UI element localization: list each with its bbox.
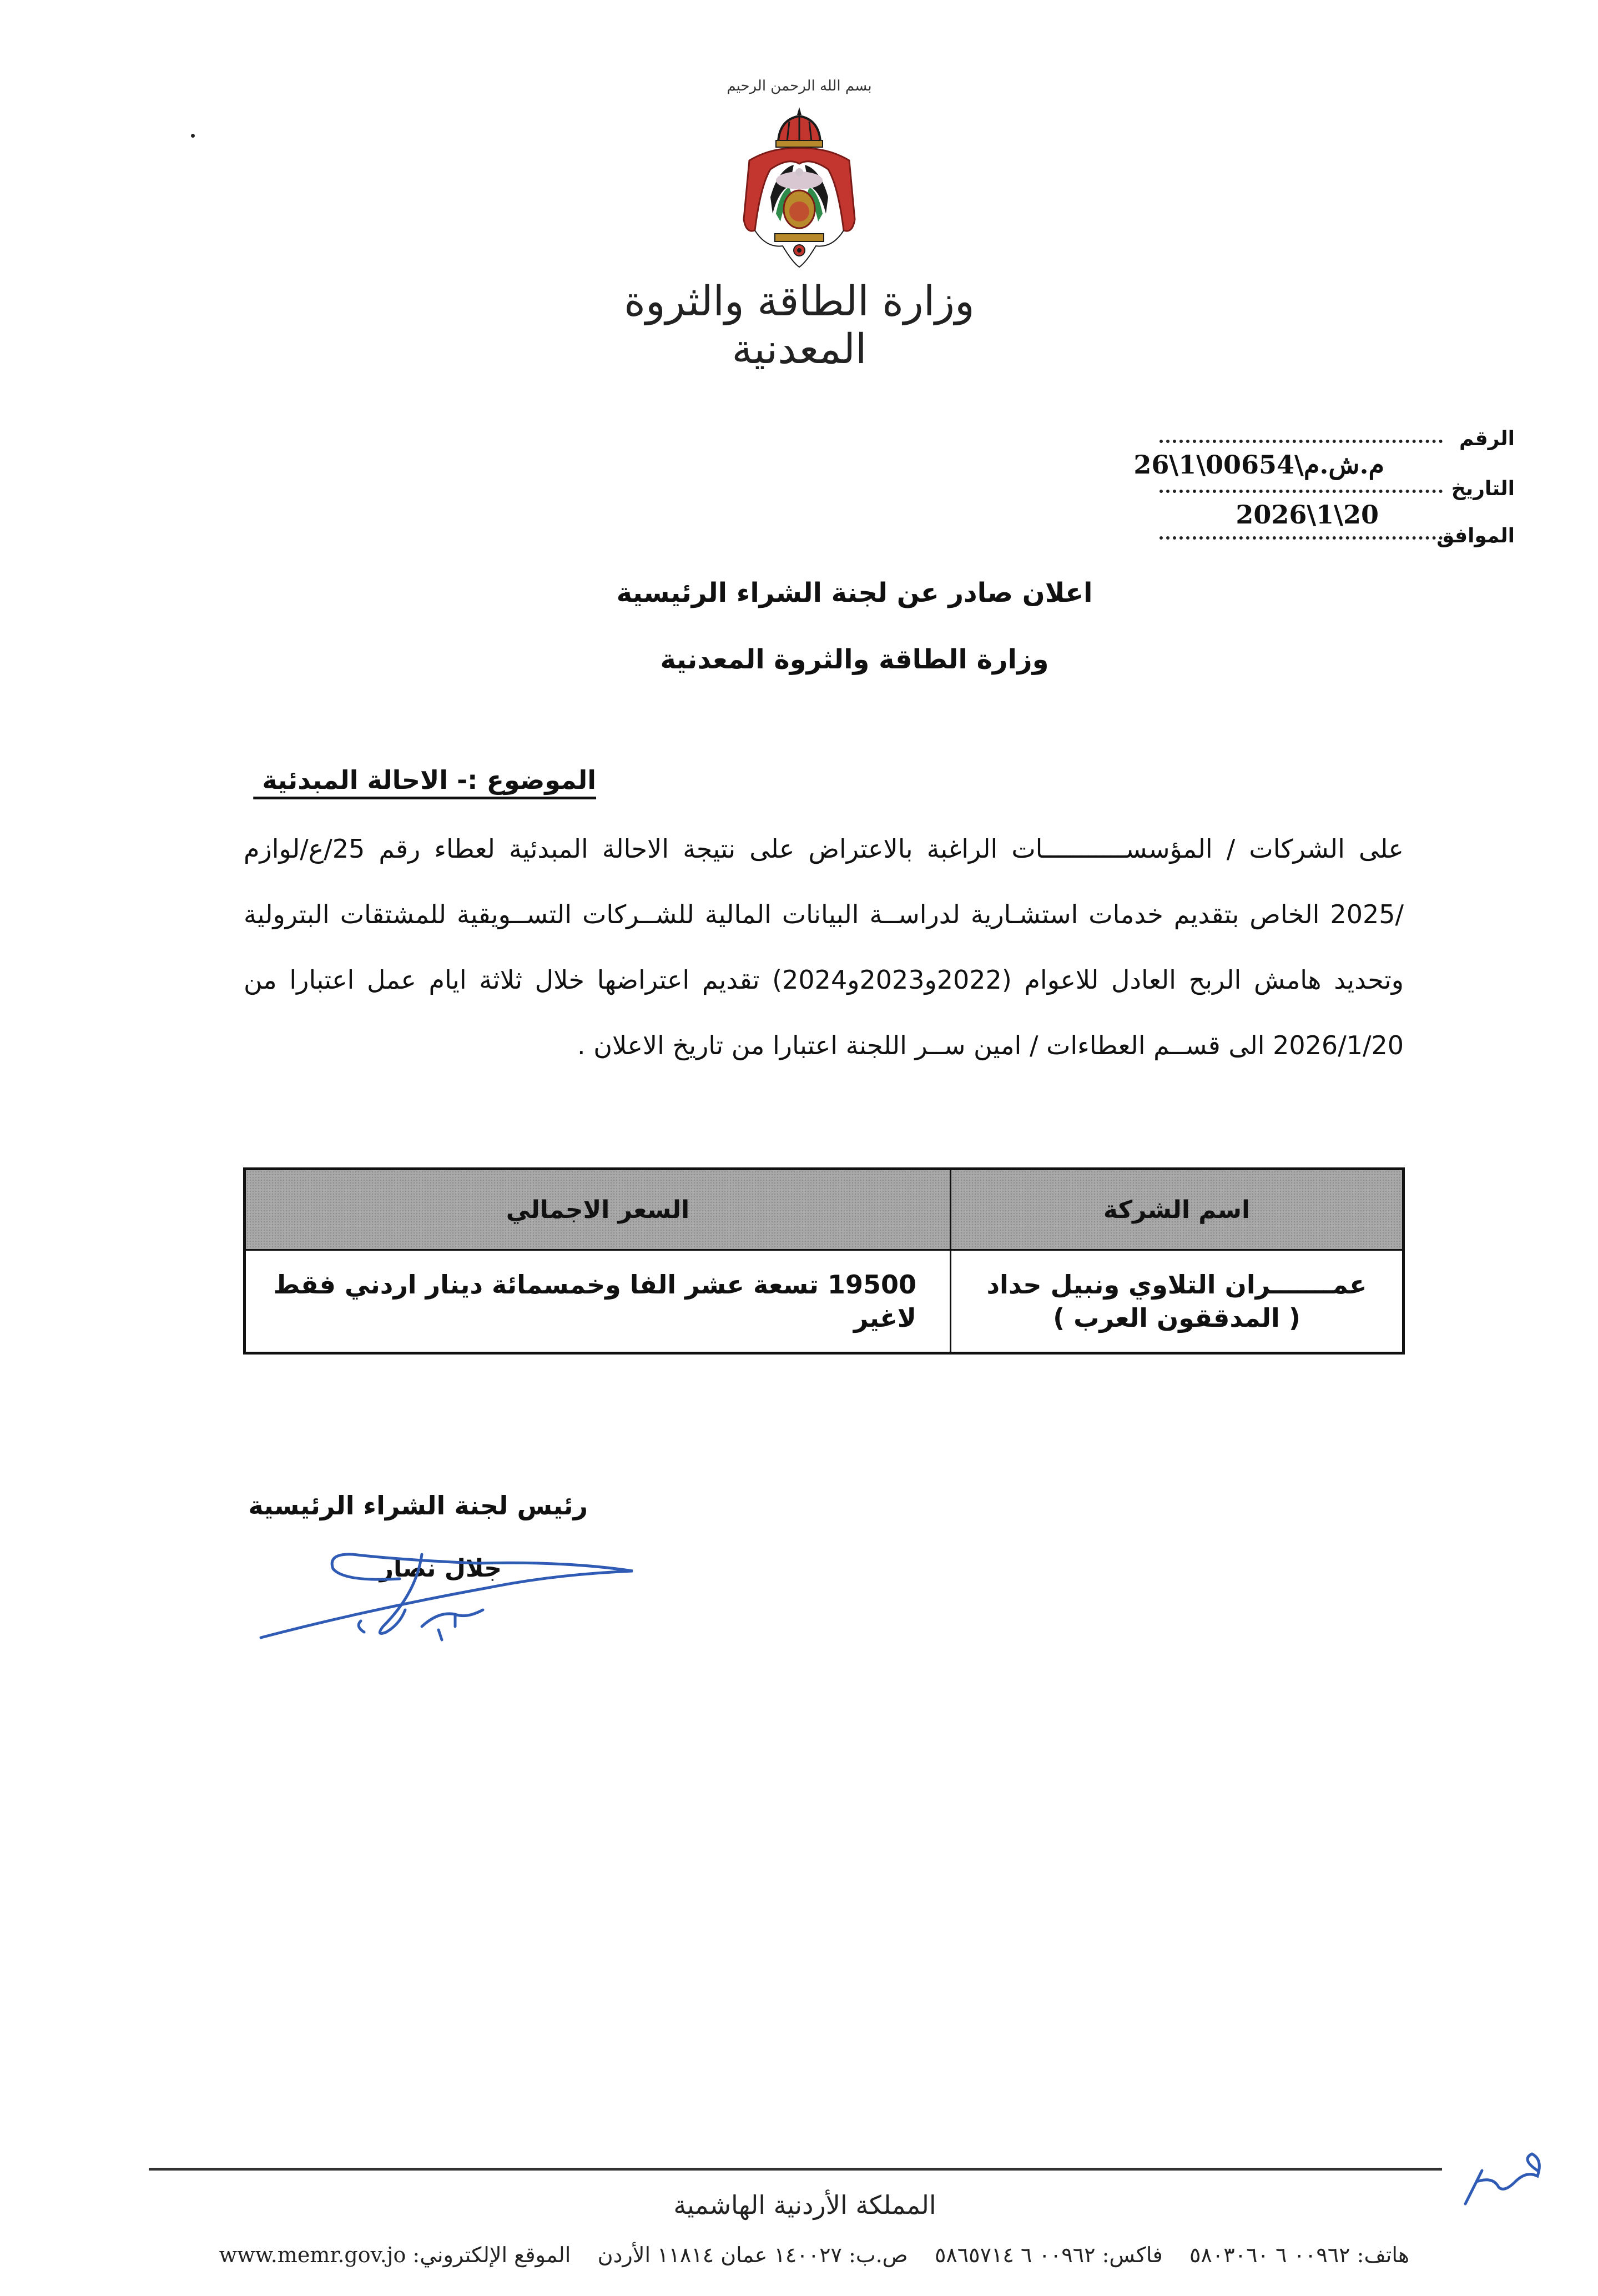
phone-label: هاتف:: [1357, 2243, 1409, 2267]
header-company-name: اسم الشركة: [951, 1169, 1404, 1250]
footer-contact-info: [219, 2243, 1409, 2267]
reference-date-value: 2026\1\20: [1236, 500, 1379, 530]
subject-line: الموضوع :- الاحالة المبدئية: [253, 765, 596, 795]
reference-corresponding-row: [1160, 527, 1515, 577]
phone-number: ٠٠٩٦٢ ٦ ٥٨٠٣٠٦٠: [1189, 2243, 1350, 2267]
scan-speck: [191, 134, 195, 138]
website-link[interactable]: www.memr.gov.jo: [219, 2243, 406, 2267]
dotted-line: [1160, 536, 1443, 540]
signatory-title: رئيس لجنة الشراء الرئيسية: [248, 1491, 588, 1520]
website-label: الموقع الإلكتروني:: [412, 2243, 571, 2267]
handwritten-initials-icon: [1454, 2148, 1554, 2209]
pobox-address: ١٤٠٠٢٧ عمان ١١٨١٤ الأردن: [597, 2243, 842, 2267]
header-total-price: السعر الاجمالي: [245, 1169, 951, 1250]
handwritten-signature-icon: [255, 1549, 644, 1654]
kingdom-logo-text: المملكة الأردنية الهاشمية: [673, 2190, 936, 2220]
announcement-title: [0, 577, 1598, 608]
dotted-line: [1160, 440, 1443, 443]
company-name: عمـــــــران التلاوي ونبيل حداد: [986, 1270, 1367, 1300]
reference-number-row: [1133, 427, 1515, 480]
company-cell: [951, 1250, 1404, 1353]
company-alias: ( المدققون العرب ): [1053, 1303, 1300, 1333]
signatory-name: جلال نصار: [379, 1554, 502, 1583]
pobox-label: ص.ب:: [849, 2243, 908, 2267]
reference-date-label: التاريخ: [1451, 477, 1515, 500]
basmala-text: بسم الله الرحمن الرحيم: [727, 78, 872, 94]
jordan-coat-of-arms-icon: [727, 103, 871, 269]
table-row: [245, 1250, 1404, 1353]
ministry-subtitle-text: وزارة الطاقة والثروة المعدنية: [660, 644, 1049, 675]
reference-date-row: [1160, 477, 1515, 530]
ministry-logo-text: وزارة الطاقة والثروة المعدنية: [624, 278, 975, 373]
price-cell: 19500 تسعة عشر الفا وخمسمائة دينار اردني فقط لاغير: [245, 1250, 951, 1353]
reference-block: [1133, 427, 1515, 577]
dotted-line: [1160, 490, 1443, 493]
reference-number-value: م.ش.م\00654\1\26: [1133, 450, 1384, 480]
fax-label: فاكس:: [1102, 2243, 1163, 2267]
reference-corresponding-label: الموافق: [1436, 525, 1515, 547]
table-header-row: [245, 1169, 1404, 1250]
ministry-subtitle: [0, 644, 1598, 675]
award-table: [243, 1167, 1405, 1355]
announcement-title-text: اعلان صادر عن لجنة الشراء الرئيسية: [616, 577, 1093, 608]
footer-divider: [149, 2168, 1442, 2171]
reference-number-label: الرقم: [1459, 427, 1515, 450]
announcement-body: على الشركات / المؤسســـــــــــات الراغبة بالاعتراض على نتيجة الاحالة المبدئية لعطاء رقم 25/ع/لوازم /2025 الخاص بتقديم خدمات استشـارية لدراســة البيانات المالية للشــركات التســويقية للمشتقات البترولية وتحديد هامش الربح العادل للاعوام (2022و2023و2024) تقديم اعتراضها خلال ثلاثة ايام عمل اعتبارا من 2026/1/20 الى قســم العطاءات / امين ســر اللجنة اعتبارا من تاريخ الاعلان .: [244, 834, 1404, 1060]
fax-number: ٠٠٩٦٢ ٦ ٥٨٦٥٧١٤: [934, 2243, 1096, 2267]
